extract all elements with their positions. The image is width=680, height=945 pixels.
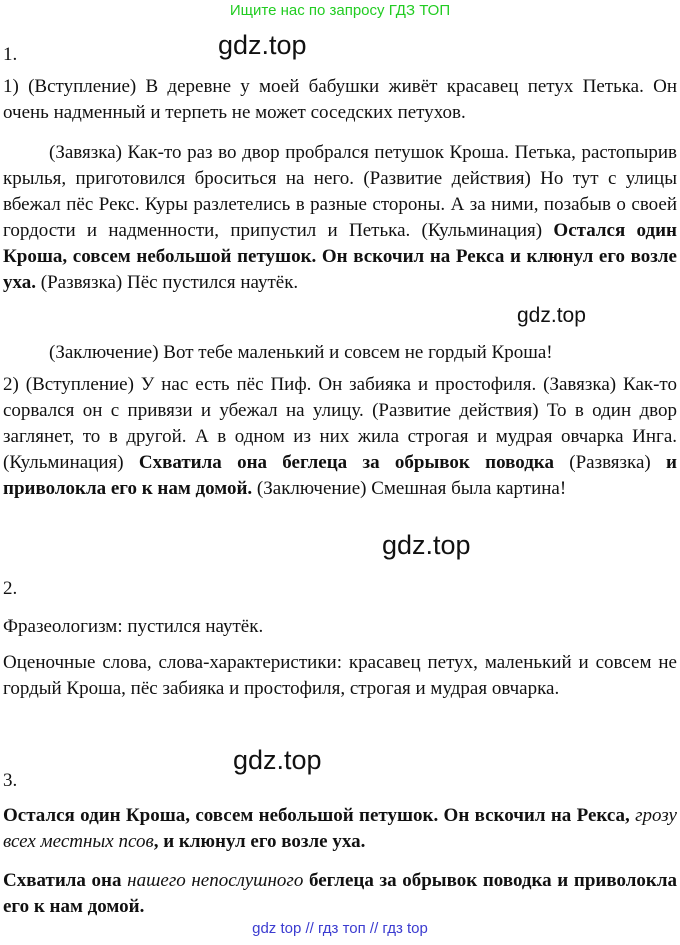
paragraph-phraseologism — [3, 614, 677, 640]
task-number-2: 2. — [3, 578, 18, 599]
text: 2) (Вступление) У нас есть пёс Пиф. Он забияка и простофиля. (Завязка) Как-то сорвался он с привязи и убежал на улицу. (Развитие действия) То в один двор заглянет, то в другой. А в одном из них жила строгая и мудрая овчарка Инга. (Кульминация) — [3, 374, 677, 473]
text: (Развязка) — [553, 452, 667, 473]
text: (Заключение) Вот тебе маленький и совсем не гордый Кроша! — [49, 342, 553, 363]
bold-climax: Схватила она беглеца за обрывок поводка — [138, 452, 554, 473]
text: 1) (Вступление) В деревне у моей бабушки живёт красавец петух Петька. Он очень надменный и терпеть не может соседских петухов. — [3, 76, 677, 123]
watermark: gdz.top — [218, 30, 307, 60]
paragraph-rewrite-2 — [3, 868, 677, 920]
paragraph-intro-1 — [3, 74, 677, 126]
text: Оценочные слова, слова-характеристики: красавец петух, маленький и совсем не гордый Кроша, пёс забияка и простофиля, строгая и мудрая овчарка. — [3, 652, 677, 699]
text: (Завязка) Как-то раз во двор пробрался петушок Кроша. Петька, растопырив крылья, приготовился броситься на него. (Развитие действия) Но тут с улицы вбежал пёс Рекс. Куры разлетелись в разные стороны. А за ними, позабыв о своей гордости и надменности, припустил и Петька. (Кульминация) — [3, 142, 677, 241]
watermark: gdz.top — [233, 745, 322, 775]
bold-text: Остался один Кроша, совсем небольшой петушок. Он вскочил на Рекса, — [3, 805, 636, 826]
text: (Развязка) Пёс пустился наутёк. — [36, 272, 299, 293]
text: (Заключение) Смешная была картина! — [252, 478, 567, 499]
italic-insertion: нашего непослушного — [127, 870, 304, 891]
italic-insertion: грозу всех местных псов — [3, 805, 677, 852]
footer-links[interactable]: gdz top // гдз топ // гдз top — [252, 920, 428, 937]
bold-climax: Остался один Кроша, совсем небольшой петушок. Он вскочил на Рекса и клюнул его возле уха. — [3, 220, 677, 293]
search-banner: Ищите нас по запросу ГДЗ ТОП — [229, 2, 451, 19]
task-number-3: 3. — [3, 770, 18, 791]
bold-text: , и клюнул его возле уха. — [153, 831, 366, 852]
paragraph-rewrite-1 — [3, 803, 677, 855]
task-number-1: 1. — [3, 44, 18, 65]
bold-resolution: и приволокла его к нам домой. — [3, 452, 677, 499]
paragraph-story-1 — [3, 140, 677, 296]
text: Фразеологизм: пустился наутёк. — [3, 616, 264, 637]
bold-text: беглеца за обрывок поводка и приволокла его к нам домой. — [3, 870, 677, 917]
paragraph-evaluative-words — [3, 650, 677, 702]
paragraph-conclusion-1 — [3, 340, 677, 366]
watermark: gdz.top — [517, 304, 586, 327]
bold-text: Схватила она — [3, 870, 128, 891]
watermark: gdz.top — [382, 530, 471, 560]
paragraph-story-2 — [3, 372, 677, 502]
